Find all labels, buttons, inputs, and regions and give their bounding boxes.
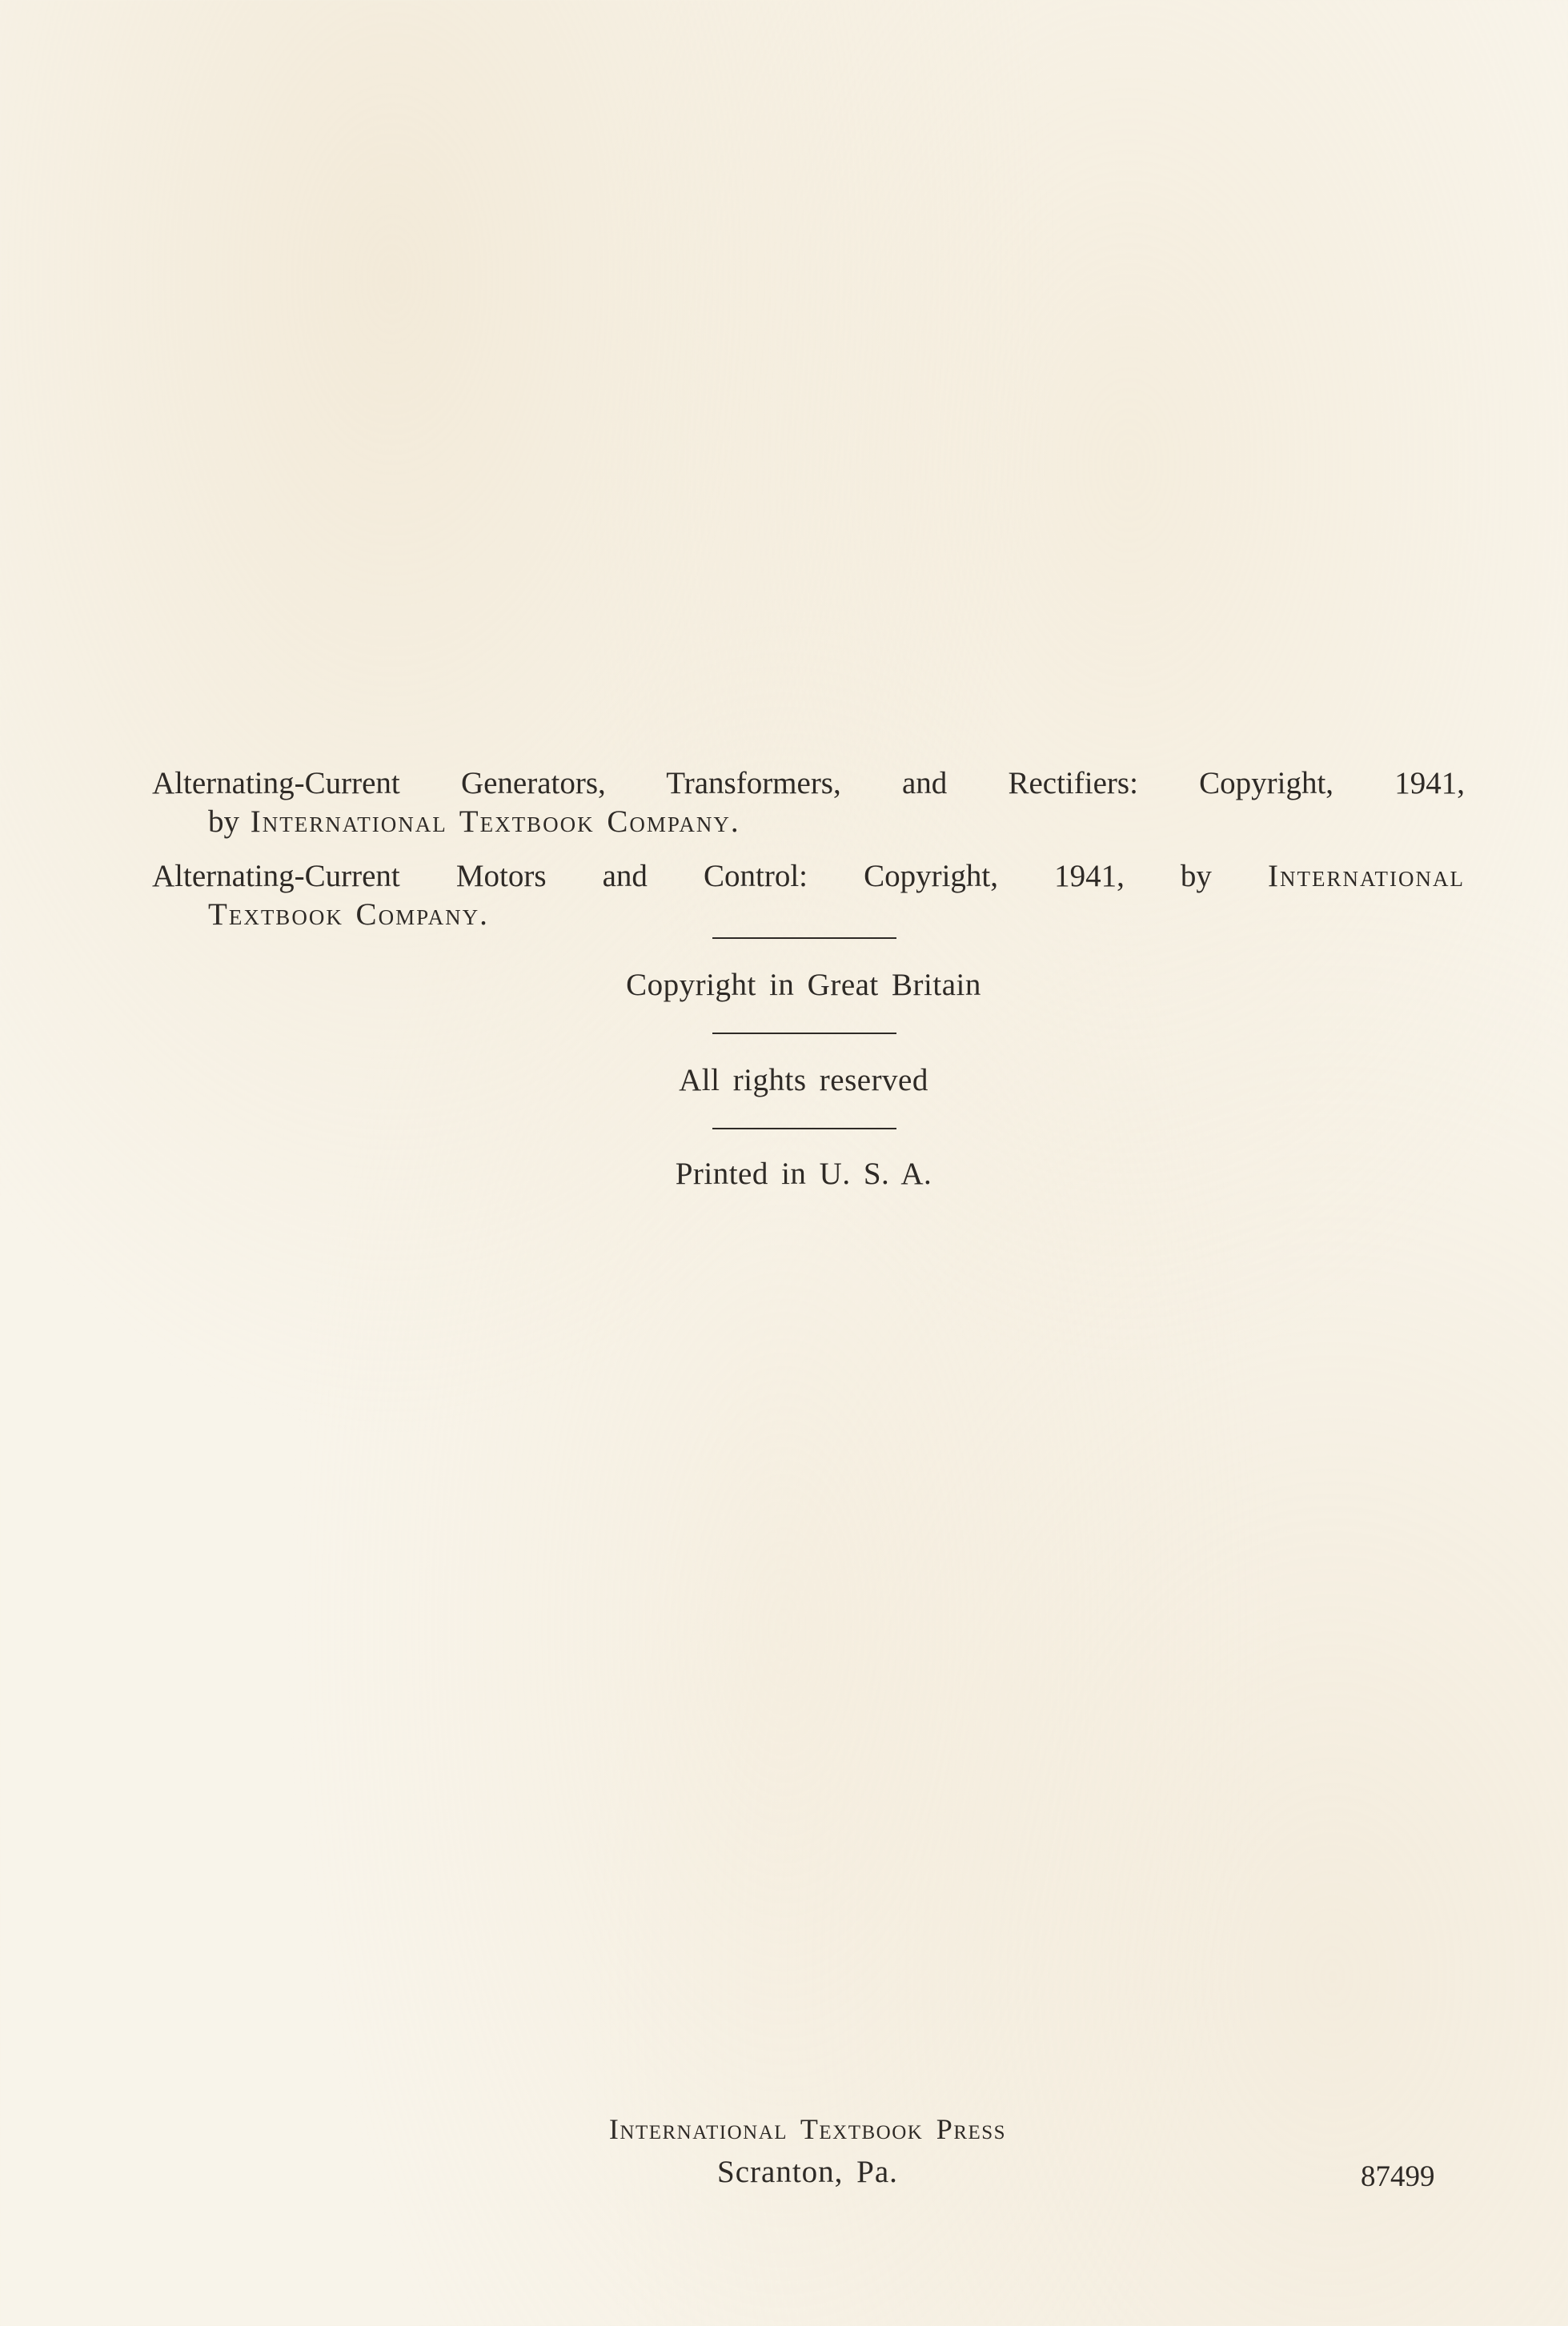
divider-rule-2 <box>712 1033 896 1034</box>
divider-rule-1 <box>712 937 896 939</box>
printed-notice: Printed in U. S. A. <box>675 1157 932 1191</box>
copyright-britain-notice: Copyright in Great Britain <box>626 968 981 1002</box>
entry-1-company: International Textbook Company. <box>250 804 740 839</box>
entry-2-company-part-2: Textbook Company. <box>208 897 489 932</box>
job-number: 87499 <box>1361 2160 1435 2193</box>
rights-reserved-notice: All rights reserved <box>679 1063 928 1097</box>
press-city: Scranton, Pa. <box>717 2155 898 2189</box>
divider-rule-3 <box>712 1128 896 1129</box>
entry-1-by: by <box>208 804 239 839</box>
copyright-entry-1-line-1 <box>152 764 1465 803</box>
press-name: International Textbook Press <box>608 2113 1007 2145</box>
copyright-block <box>152 764 1465 934</box>
entry-2-company-part-1: International <box>1268 859 1465 893</box>
entry-1-text: Alternating-Current Generators, Transformers, and Rectifiers: Copyright, 1941, <box>152 766 1465 800</box>
copyright-entry-1-line-2 <box>152 803 1465 841</box>
copyright-entry-2-line-1 <box>152 857 1465 896</box>
entry-2-text: Alternating-Current Motors and Control: Copyright, 1941, by <box>152 859 1212 893</box>
copyright-entry-2-line-2 <box>152 896 1465 934</box>
